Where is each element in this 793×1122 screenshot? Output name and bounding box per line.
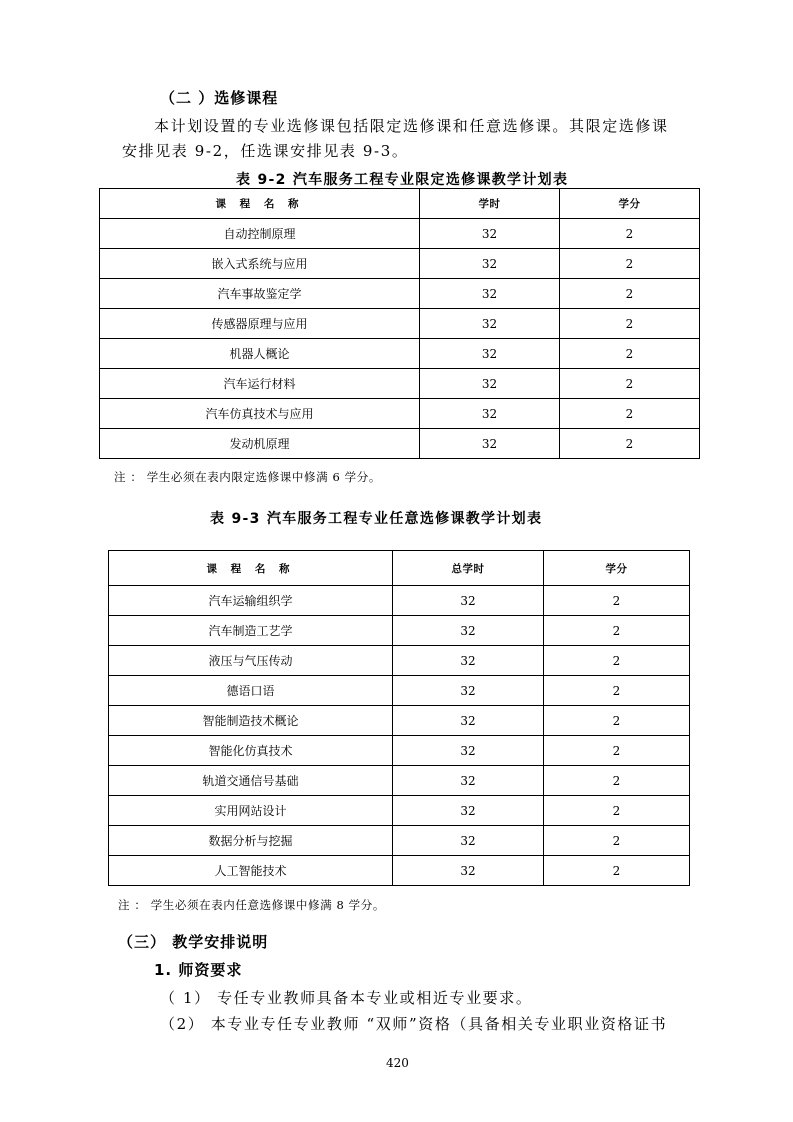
credits-cell: 2 [560,399,700,429]
table-row [109,676,690,706]
course-name-cell: 轨道交通信号基础 [109,766,393,796]
item-1: （ 1） 专任专业教师具备本专业或相近专业要求。 [160,989,533,1007]
item-2: （2） 本专业专任专业教师 “双师”资格（具备相关专业职业资格证书 [160,1015,668,1033]
table1-header-credits: 学分 [560,189,700,219]
intro-line-1: 本计划设置的专业选修课包括限定选修课和任意选修课。其限定选修课 [154,117,669,135]
table-row [109,766,690,796]
hours-cell: 32 [420,249,560,279]
table-row [109,826,690,856]
credits-cell: 2 [544,586,690,616]
section-heading: （二 ）选修课程 [160,89,279,107]
table2-header-credits: 学分 [544,551,690,586]
hours-cell: 32 [420,399,560,429]
table2 [108,550,690,886]
course-name-cell: 嵌入式系统与应用 [100,249,420,279]
hours-cell: 32 [393,616,544,646]
table2-header-row [109,551,690,586]
course-name-cell: 发动机原理 [100,429,420,459]
credits-cell: 2 [544,826,690,856]
table-row [100,249,700,279]
credits-cell: 2 [544,676,690,706]
hours-cell: 32 [393,736,544,766]
table2-header-hours: 总学时 [393,551,544,586]
table-row [100,399,700,429]
credits-cell: 2 [560,279,700,309]
table-row [109,646,690,676]
credits-cell: 2 [544,796,690,826]
course-name-cell: 汽车制造工艺学 [109,616,393,646]
credits-cell: 2 [544,856,690,886]
course-name-cell: 实用网站设计 [109,796,393,826]
credits-cell: 2 [544,616,690,646]
hours-cell: 32 [420,309,560,339]
hours-cell: 32 [393,676,544,706]
table2-note: 注 ： 学生必须在表内任意选修课中修满 8 学分。 [118,898,385,912]
course-name-cell: 人工智能技术 [109,856,393,886]
course-name-cell: 液压与气压传动 [109,646,393,676]
course-name-cell: 数据分析与挖掘 [109,826,393,856]
hours-cell: 32 [393,826,544,856]
course-name-cell: 智能制造技术概论 [109,706,393,736]
credits-cell: 2 [560,249,700,279]
table-row [100,429,700,459]
table-row [100,219,700,249]
section3-heading: （三） 教学安排说明 [118,933,269,951]
sub1-heading: 1. 师资要求 [154,961,243,979]
table-row [109,796,690,826]
table-row [100,279,700,309]
table1-header-hours: 学时 [420,189,560,219]
table1 [99,188,700,459]
table-row [109,586,690,616]
table-row [109,706,690,736]
credits-cell: 2 [560,309,700,339]
course-name-cell: 汽车仿真技术与应用 [100,399,420,429]
table-row [109,856,690,886]
course-name-cell: 机器人概论 [100,339,420,369]
credits-cell: 2 [544,766,690,796]
table-row [100,339,700,369]
course-name-cell: 传感器原理与应用 [100,309,420,339]
course-name-cell: 自动控制原理 [100,219,420,249]
hours-cell: 32 [420,339,560,369]
table1-note: 注 ： 学生必须在表内限定选修课中修满 6 学分。 [114,470,381,484]
hours-cell: 32 [420,429,560,459]
table-row [100,369,700,399]
page-number: 420 [386,1056,409,1070]
table-row [109,736,690,766]
credits-cell: 2 [560,369,700,399]
course-name-cell: 汽车运输组织学 [109,586,393,616]
table-row [109,616,690,646]
credits-cell: 2 [544,646,690,676]
credits-cell: 2 [544,706,690,736]
credits-cell: 2 [544,736,690,766]
table-row [100,309,700,339]
course-name-cell: 德语口语 [109,676,393,706]
hours-cell: 32 [393,706,544,736]
hours-cell: 32 [393,856,544,886]
table1-caption: 表 9-2 汽车服务工程专业限定选修课教学计划表 [236,172,569,188]
credits-cell: 2 [560,339,700,369]
hours-cell: 32 [420,369,560,399]
credits-cell: 2 [560,219,700,249]
course-name-cell: 汽车运行材料 [100,369,420,399]
course-name-cell: 汽车事故鉴定学 [100,279,420,309]
table2-header-name: 课 程 名 称 [109,551,393,586]
table1-header-name: 课 程 名 称 [100,189,420,219]
hours-cell: 32 [393,586,544,616]
intro-line-2: 安排见表 9-2，任选课安排见表 9-3。 [122,142,409,160]
hours-cell: 32 [393,796,544,826]
hours-cell: 32 [420,279,560,309]
hours-cell: 32 [393,766,544,796]
course-name-cell: 智能化仿真技术 [109,736,393,766]
table2-caption: 表 9-3 汽车服务工程专业任意选修课教学计划表 [210,511,543,527]
credits-cell: 2 [560,429,700,459]
hours-cell: 32 [393,646,544,676]
table1-header-row [100,189,700,219]
hours-cell: 32 [420,219,560,249]
